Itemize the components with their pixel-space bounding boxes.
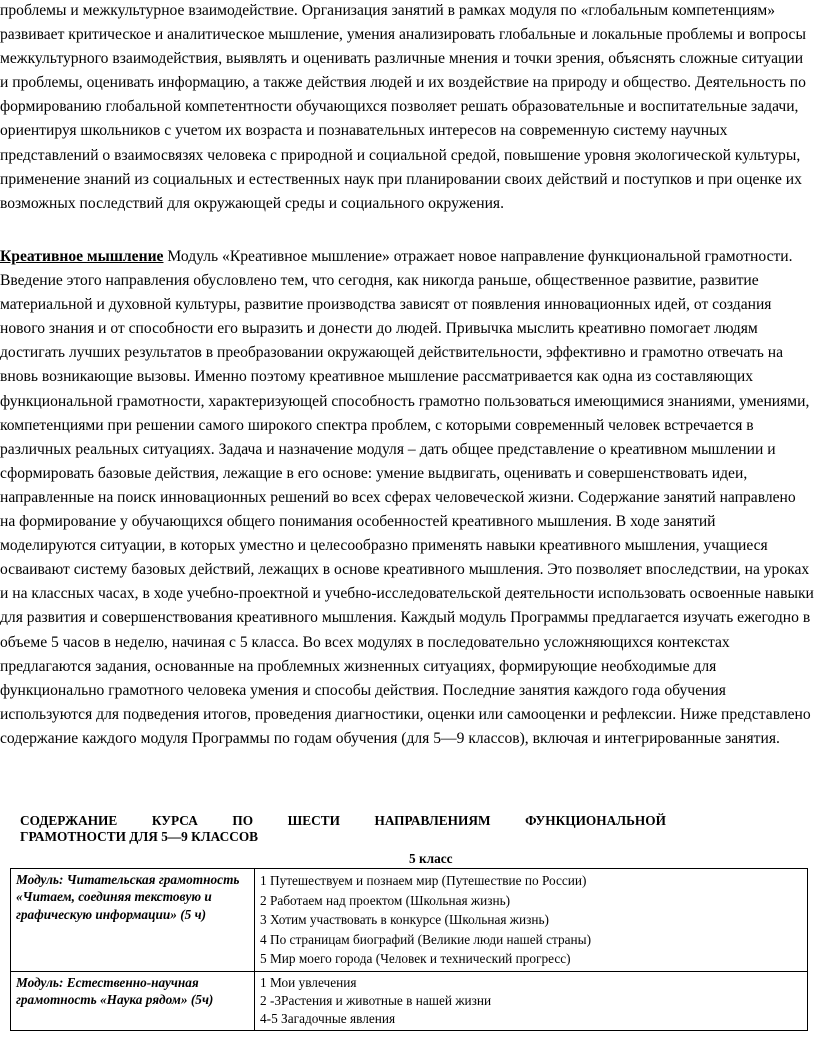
table-row	[11, 971, 808, 1030]
course-title-word: СОДЕРЖАНИЕ	[20, 813, 118, 828]
table-row	[11, 869, 808, 972]
course-content-title	[20, 813, 666, 845]
paragraph-2-text: Модуль «Креативное мышление» отражает новое направление функциональной грамотности. Введение этого направления обусловлено тем, что сегодня, как никогда раньше, общественное развитие, развитие материальной и духовной культуры, развитие производства зависят от появления инновационных идей, от создания нового знания и от способности его выразить и донести до людей. Привычка мыслить креативно помогает людям достигать лучших результатов в преобразовании окружающей действительности, эффективно и грамотно отвечать на вновь возникающие вызовы. Именно поэтому креативное мышление рассматривается как одна из составляющих функциональной грамотности, характеризующей способность грамотно пользоваться имеющимися знаниями, умениями, компетенциями при решении самого широкого спектра проблем, с которыми современный человек встречается в различных реальных ситуациях. Задача и назначение модуля – дать общее представление о креативном мышлении и сформировать базовые действия, лежащие в его основе: умение выдвигать, оценивать и совершенствовать идеи, направленные на поиск инновационных решений во всех сферах человеческой жизни. Содержание занятий направлено на формирование у обучающихся общего понимания особенностей креативного мышления. В ходе занятий моделируются ситуации, в которых уместно и целесообразно применять навыки креативного мышления, учащиеся осваивают систему базовых действий, лежащих в основе креативного мышления. Это позволяет впоследствии, на уроках и на классных часах, в ходе учебно-проектной и учебно-исследовательской деятельности использовать освоенные навыки для развития и совершенствования креативного мышления. Каждый модуль Программы предлагается изучать ежегодно в объеме 5 часов в неделю, начиная с 5 класса. Во всех модулях в последовательно усложняющихся контекстах предлагаются задания, основанные на проблемных жизненных ситуациях, формирующие необходимые для функционально грамотного человека умения и способы действия. Последние занятия каждого года обучения используются для подведения итогов, проведения диагностики, оценки или самооценки и рефлексии. Ниже представлено содержание каждого модуля Программы по годам обучения (для 5—9 классов), включая и интегрированные занятия.	[0, 248, 814, 747]
course-title-word: КУРСА	[151, 813, 198, 828]
paragraph-global-competence	[0, 0, 814, 216]
course-title-word: ФУНКЦИОНАЛЬНОЙ	[525, 813, 666, 828]
list-item: 4 По страницам биографий (Великие люди нашей страны)	[260, 931, 592, 947]
list-item: 1 Мои увлечения	[260, 974, 357, 990]
list-item: 2 Работаем над проектом (Школьная жизнь)	[260, 892, 511, 908]
module-topics-cell	[255, 869, 808, 972]
list-item: 2 -3Растения и животные в нашей жизни	[260, 992, 492, 1008]
modules-table	[10, 868, 808, 1031]
course-title-word: ШЕСТИ	[287, 813, 340, 828]
paragraph-1-text: проблемы и межкультурное взаимодействие. Организация занятий в рамках модуля по «глобальным компетенциям» развивает критическое и аналитическое мышление, умения анализировать глобальные и локальные проблемы и вопросы межкультурного взаимодействия, выявлять и оценивать различные мнения и точки зрения, объяснять сложные ситуации и проблемы, оценивать информацию, а также действия людей и их воздействие на природу и общество. Деятельность по формированию глобальной компетентности обучающихся позволяет решать образовательные и воспитательные задачи, ориентируя школьников с учетом их возраста и познавательных интересов на современную систему научных представлений о взаимосвязях человека с природной и социальной средой, повышение уровня экологической культуры, применение знаний из социальных и естественных наук при планировании своих действий и поступков и при оценке их возможных последствий для окружающей среды и социального окружения.	[0, 2, 806, 212]
list-item: 5 Мир моего города (Человек и технический прогресс)	[260, 951, 571, 966]
course-title-word: ПО	[232, 813, 254, 828]
grade-label: 5 класс	[409, 851, 453, 866]
module-name-cell: Модуль: Читательская грамотность «Читаем, соединяя текстовую и графическую информации» (5 ч)	[11, 869, 255, 972]
course-title-word: НАПРАВЛЕНИЯМ	[374, 813, 491, 828]
course-title-line-1	[20, 813, 666, 829]
list-item: 3 Хотим участвовать в конкурсе (Школьная жизнь)	[260, 912, 549, 927]
list-item: 4-5 Загадочные явления	[260, 1010, 396, 1026]
module-topics-cell	[255, 971, 808, 1030]
module-name-cell: Модуль: Естественно-научная грамотность «Наука рядом» (5ч)	[11, 971, 255, 1030]
course-title-line-2: ГРАМОТНОСТИ ДЛЯ 5—9 КЛАССОВ	[20, 829, 259, 844]
creative-thinking-heading: Креативное мышление	[0, 248, 164, 265]
list-item: 1 Путешествуем и познаем мир (Путешествие по России)	[260, 873, 587, 888]
paragraph-creative-thinking	[0, 245, 814, 751]
